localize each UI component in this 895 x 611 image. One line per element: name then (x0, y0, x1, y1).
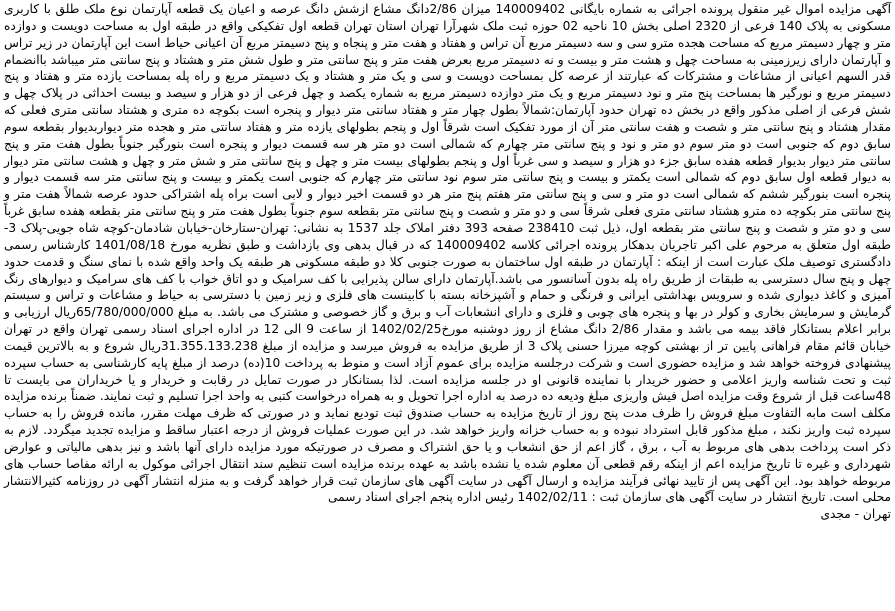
notice-body: آگهی مزایده اموال غیر منقول پرونده اجرائی به شماره بایگانی 140009402 میزان 2/86دانگ مشاع ازشش دانگ عرصه و اعیان یک قطعه آپارتمان نوع ملک طلق با کاربری مسکونی به پلاک 140 فرعی از 2320 اصلی بخش 10 ناحیه 02 حوزه ثبت ملک شهرآرا تهران استان تهران قطعه اول تفکیکی واقع در طبقه اول به مساحت دویست و دوازده متر و چهار دسیمتر مربع که مساحت هجده مترو سی و سه دسیمتر مربع آن تراس و هفتاد و هفت متر و پنجاه و پنج دسیمتر مربع آن اعیانی حیاط است این آپارتمان در زیر تراس و آپارتمان دارای زیرزمینی به مساحت چهل و هشت متر و بیست و نه دسیمتر مربع بعرض هفت متر و پنج سانتی متر و طول شش متر و هشتاد و پنج سانتی متر میباشد باانضمام قدر السهم اعیانی از مشاعات و مشترکات که عبارتند از عرصه کل بمساحت دویست و سی و یک متر و هشتاد و یک دسیمتر مربع و راه پله بمساحت یازده متر و هفتاد و پنج دسیمتر مربع و نورگیر ها بمساحت پنج متر و نود دسیمتر مربع و یک متر دوازده دسیمتر مربع به شماره یکصد و چهل فرعی از دو هزار و سیصد و بیست احداثی در پلاک چهل و شش فرعی از اصلی مذکور واقع در بخش ده تهران حدود آپارتمان:شمالاً بطول چهار متر و هفتاد سانتی متر دیوار و پنجره است بکوچه ده متری و هشتاد سانتی متری فعلی که مقدار هشتاد و پنج سانتی متر و شصت و هفت سانتی متر آن از مورد تفکیک است شرقاً اول و پنجم بطولهای یازده متر و هفتاد سانتی متر و هجده متر دیواربدیوار بقطعه سوم سابق دوم که جنوبی است دو متر سوم دو متر و نود و پنج سانتی متر چهارم که شمالی است دو متر هر سه قسمت دیوار و پنجره است بنورگیر جنوباً بطول هفت متر و پنج سانتی متر دیوار بدیوار قطعه هفده سابق جزء دو هزار و سیصد و سی غرباً اول و پنجم بطولهای بیست متر و چهل و پنج سانتی متر و شش متر و چهل و هشت سانتی متر دیوار به دیوار قطعه اول سابق دوم که شمالی است یکمتر و بیست و پنج سانتی متر سوم نود سانتی متر چهارم که جنوبی است یکمتر و بیست و پنج سانتی متر سه قسمت دیوار و پنجره است بنورگیر ششم که شمالی است دو متر و سی و پنج سانتی متر هفتم پنج متر هر دو قسمت اخیر دیوار و لابی است براه پله اشتراکی حدود عرصه شمالاً هفت متر و پنج سانتی متر بکوچه ده مترو هشتاد سانتی متری فعلی شرقاً سی و دو متر و شصت و پنج سانتی متر بقطعه سوم جنوباً بطول هفت متر و پنج سانتی متر بقطعه هفده سابق غرباً سی و دو متر و شصت و پنج سانتی متر بقطعه اول، ذیل ثبت 238410 صفحه 393 دفتر املاک جلد 1537 به نشانی: تهران-ستارخان-خیابان شادمان-کوچه شاه جویی-پلاک 3-طبقه اول متعلق به مرحوم علی اکبر تاجریان بدهکار پرونده اجرائی کلاسه 140009402 که در قبال بدهی وی بازداشت و طبق نظریه مورخ 1401/08/18 کارشناس رسمی دادگستری توصیف ملک عبارت است از اینکه : آپارتمان در طبقه اول ساختمان به صورت جنوبی کلا دو طبقه مسکونی هر طبقه یک واحد واقع شده با نمای سنگ و قدمت حدود چهل و پنج سال دسترسی به طبقات از طریق راه پله بدون آسانسور می باشد.آپارتمان دارای سالن پذیرایی با کف سرامیک و دو اتاق خواب با کف های سرامیک و دیوارهای رنگ آمیزی و کاغذ دیواری شده و سرویس بهداشتی ایرانی و فرنگی و حمام و آشپزخانه بسته با کابینست های فلزی و زیر زمین با دسترسی به حیاط و مشاعات و تراس و سیستم گرمایش و سرمایش بخاری و کولر در بها و پنجره های چوبی و فلزی و دارای انشعابات آب و برق و گاز خصوصی و مشترک می باشد. به مبلغ 65/780/000/000ریال ارزیابی و برابر اعلام بستانکار فاقد بیمه می باشد و مقدار 2/86 دانگ مشاع از روز دوشنبه مورخ1402/02/25 از ساعت 9 الی 12 در اداره اجرای اسناد رسمی تهران واقع در تهران خیابان قائم مقام فراهانی پایین تر از بهشتی کوچه میرزا حسنی پلاک 3 از طریق مزایده به فروش میرسد و مزایده از مبلغ 31.355.133.238ریال شروع و به بالاترین قیمت پیشنهادی فروخته خواهد شد و مزایده حضوری است و شرکت درجلسه مزایده برای عموم آزاد است و منوط به پرداخت 10(ده) درصد از مبلغ پایه کارشناسی به حساب سپرده ثبت و تحت شناسه واریز اعلامی و حضور خریدار با نماینده قانونی او در جلسه مزایده است. لذا بستانکار در صورت تمایل در رقابت و خریدار و یا خریداران می بایست تا 48ساعت قبل از شروع وقت مزایده اصل فیش واریزی مبلغ ودیعه ده درصد به اداره اجرا تحویل و به همراه درخواست کتبی به واحد اجرا تسلیم و ثبت نمایند. ضمناً برنده مزایده مکلف است مابه التفاوت مبلغ فروش را ظرف مدت پنج روز از تاریخ مزایده به حساب صندوق ثبت تودیع نماید و در صورتی که ظرف مهلت مقرر، مانده فروش را به حساب سپرده ثبت واریز نکند ، مبلغ مذکور قابل استرداد نبوده و به حساب خزانه واریز خواهد شد. در این صورت عملیات فروش از درجه اعتبار ساقط و مزایده تجدید میگردد. لازم به ذکر است پرداخت بدهی های مربوط به آب ، برق ، گاز اعم از حق انشعاب و یا حق اشتراک و مصرف در صورتیکه مورد مزایده دارای آنها باشد و نیز بدهی مالیاتی و عوارض شهرداری و غیره تا تاریخ مزایده اعم از اینکه رقم قطعی آن معلوم شده یا نشده باشد به عهده برنده مزایده است تنظیم سند انتقال اجرائی موکول به ارائه مفاصا حساب های مربوطه خواهد بود. این آگهی پس از تایید نهائی فرآیند مزایده و ارسال آگهی در سایت آگهی های سازمان ثبت قرار خواهد گرفت و به منزله انتشار آگهی در روزنامه کثیرالانتشار محلی است. تاریخ انتشار در سایت آگهی های سازمان ثبت : 1402/02/11 رئیس اداره پنجم اجرای اسناد رسمی (4, 2, 892, 505)
notice-signature: تهران - مجدی (820, 507, 891, 522)
